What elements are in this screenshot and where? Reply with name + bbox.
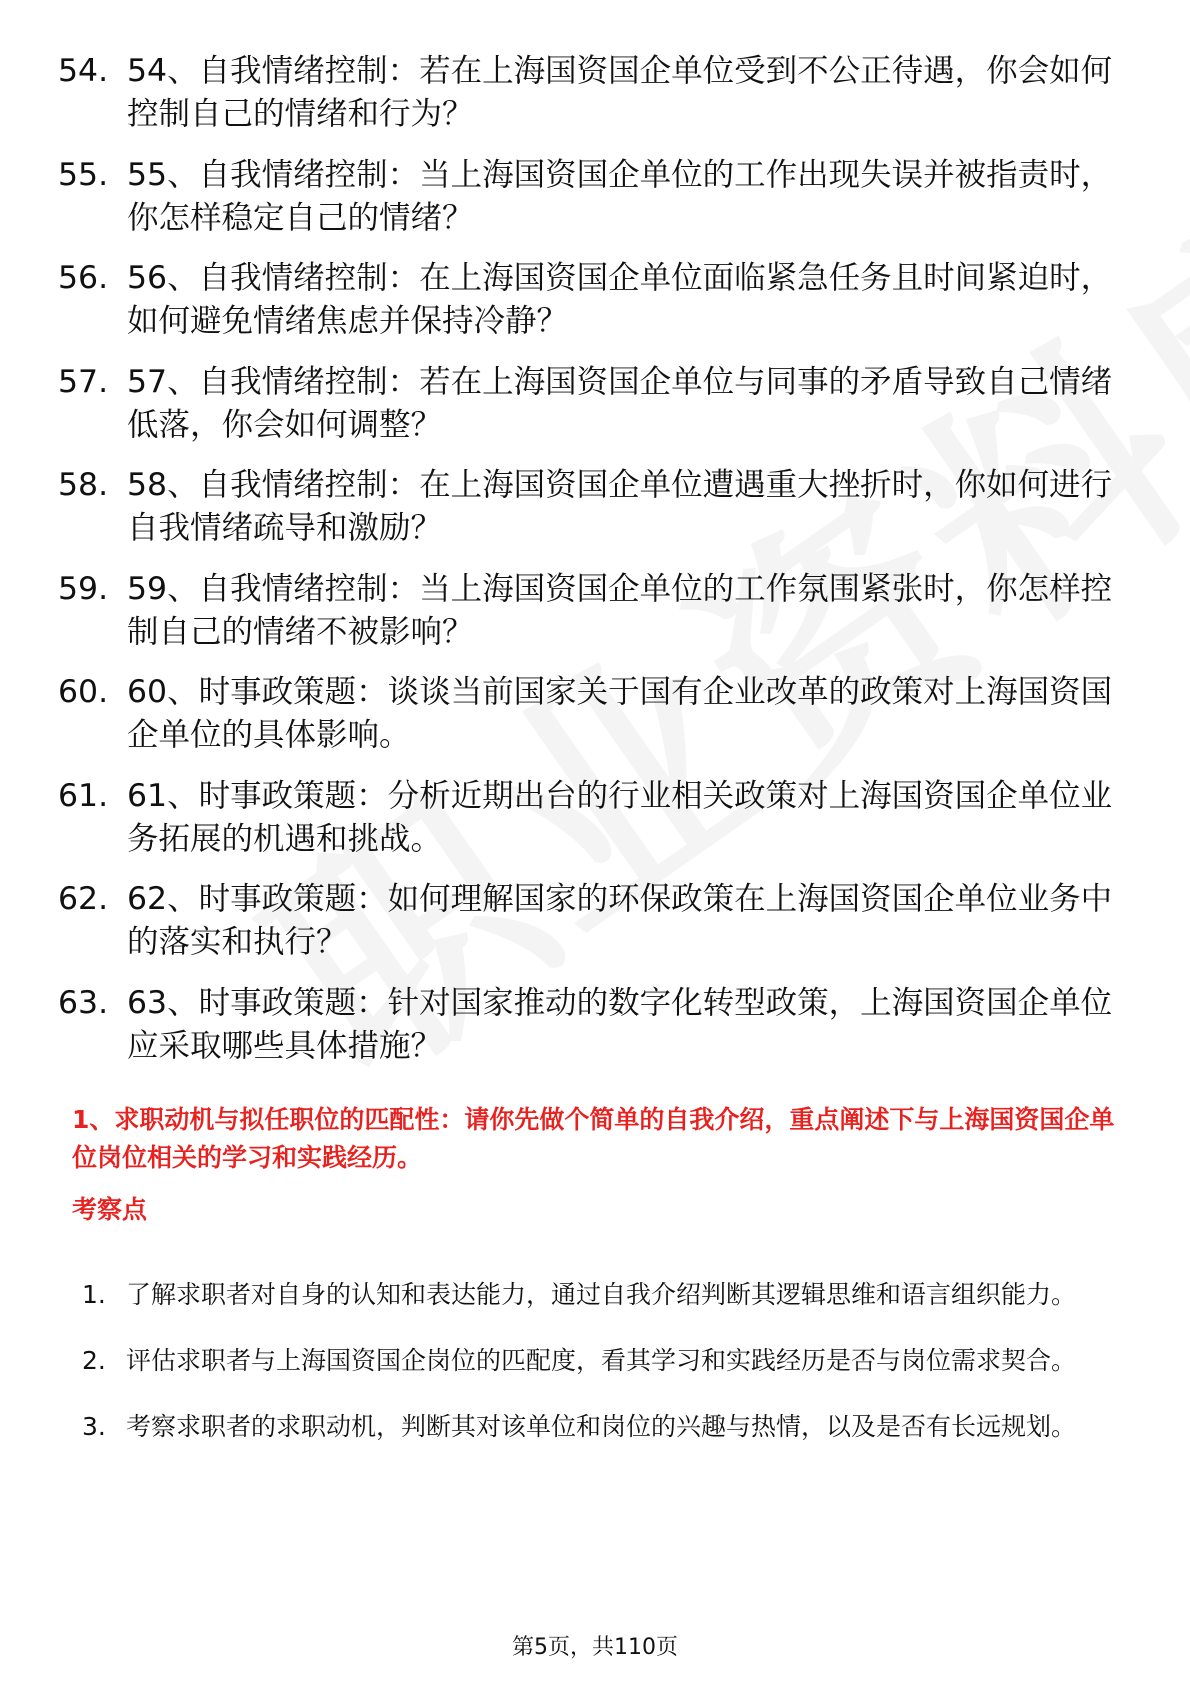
list-item <box>58 257 1118 343</box>
question-text: 56、自我情绪控制：在上海国资国企单位面临紧急任务且时间紧迫时，如何避免情绪焦虑并保持冷静？ <box>127 260 1113 339</box>
assessment-points-heading: 考察点 <box>72 1195 148 1224</box>
list-item <box>58 464 1118 550</box>
list-item <box>58 775 1118 861</box>
item-number: 54. <box>58 53 109 89</box>
item-number: 55. <box>58 156 109 193</box>
question-text: 62、时事政策题：如何理解国家的环保政策在上海国资国企单位业务中的落实和执行？ <box>127 881 1113 960</box>
item-number: 58. <box>58 467 109 503</box>
item-number: 57. <box>58 363 109 400</box>
question-text: 58、自我情绪控制：在上海国资国企单位遭遇重大挫折时，你如何进行自我情绪疏导和激励？ <box>127 467 1113 546</box>
list-item <box>58 568 1118 654</box>
item-number: 59. <box>58 570 109 607</box>
list-item <box>82 1398 1122 1456</box>
item-number: 3. <box>82 1412 106 1441</box>
item-number: 60. <box>58 674 109 710</box>
list-item <box>58 982 1118 1068</box>
section-heading: 1、求职动机与拟任职位的匹配性：请你先做个简单的自我介绍，重点阐述下与上海国资国企单位岗位相关的学习和实践经历。 <box>72 1105 1115 1172</box>
point-text: 评估求职者与上海国资国企岗位的匹配度，看其学习和实践经历是否与岗位需求契合。 <box>126 1346 1077 1375</box>
list-item <box>82 1332 1122 1390</box>
question-text: 63、时事政策题：针对国家推动的数字化转型政策，上海国资国企单位应采取哪些具体措施？ <box>127 984 1113 1064</box>
list-item <box>58 361 1118 447</box>
point-text: 考察求职者的求职动机，判断其对该单位和岗位的兴趣与热情，以及是否有长远规划。 <box>126 1412 1077 1441</box>
question-text: 57、自我情绪控制：若在上海国资国企单位与同事的矛盾导致自己情绪低落，你会如何调整？ <box>127 363 1113 443</box>
list-item <box>58 878 1118 964</box>
item-number: 56. <box>58 260 109 296</box>
item-number: 2. <box>82 1346 106 1375</box>
list-item <box>82 1266 1122 1324</box>
question-text: 59、自我情绪控制：当上海国资国企单位的工作氛围紧张时，你怎样控制自己的情绪不被影响？ <box>127 570 1113 650</box>
item-number: 63. <box>58 984 109 1021</box>
list-item <box>58 671 1118 757</box>
item-number: 62. <box>58 881 109 917</box>
page-number: 第5页，共110页 <box>512 1635 678 1660</box>
item-number: 61. <box>58 777 109 814</box>
question-text: 54、自我情绪控制：若在上海国资国企单位受到不公正待遇，你会如何控制自己的情绪和行为？ <box>127 53 1113 132</box>
point-text: 了解求职者对自身的认知和表达能力，通过自我介绍判断其逻辑思维和语言组织能力。 <box>126 1280 1077 1309</box>
list-item <box>58 154 1118 240</box>
question-text: 55、自我情绪控制：当上海国资国企单位的工作出现失误并被指责时，你怎样稳定自己的情绪？ <box>127 156 1113 236</box>
question-text: 60、时事政策题：谈谈当前国家关于国有企业改革的政策对上海国资国企单位的具体影响。 <box>127 674 1113 753</box>
item-number: 1. <box>82 1280 106 1309</box>
list-item <box>58 50 1118 136</box>
question-list <box>58 50 1118 1085</box>
assessment-points-list <box>82 1266 1122 1464</box>
question-text: 61、时事政策题：分析近期出台的行业相关政策对上海国资国企单位业务拓展的机遇和挑战。 <box>127 777 1113 857</box>
